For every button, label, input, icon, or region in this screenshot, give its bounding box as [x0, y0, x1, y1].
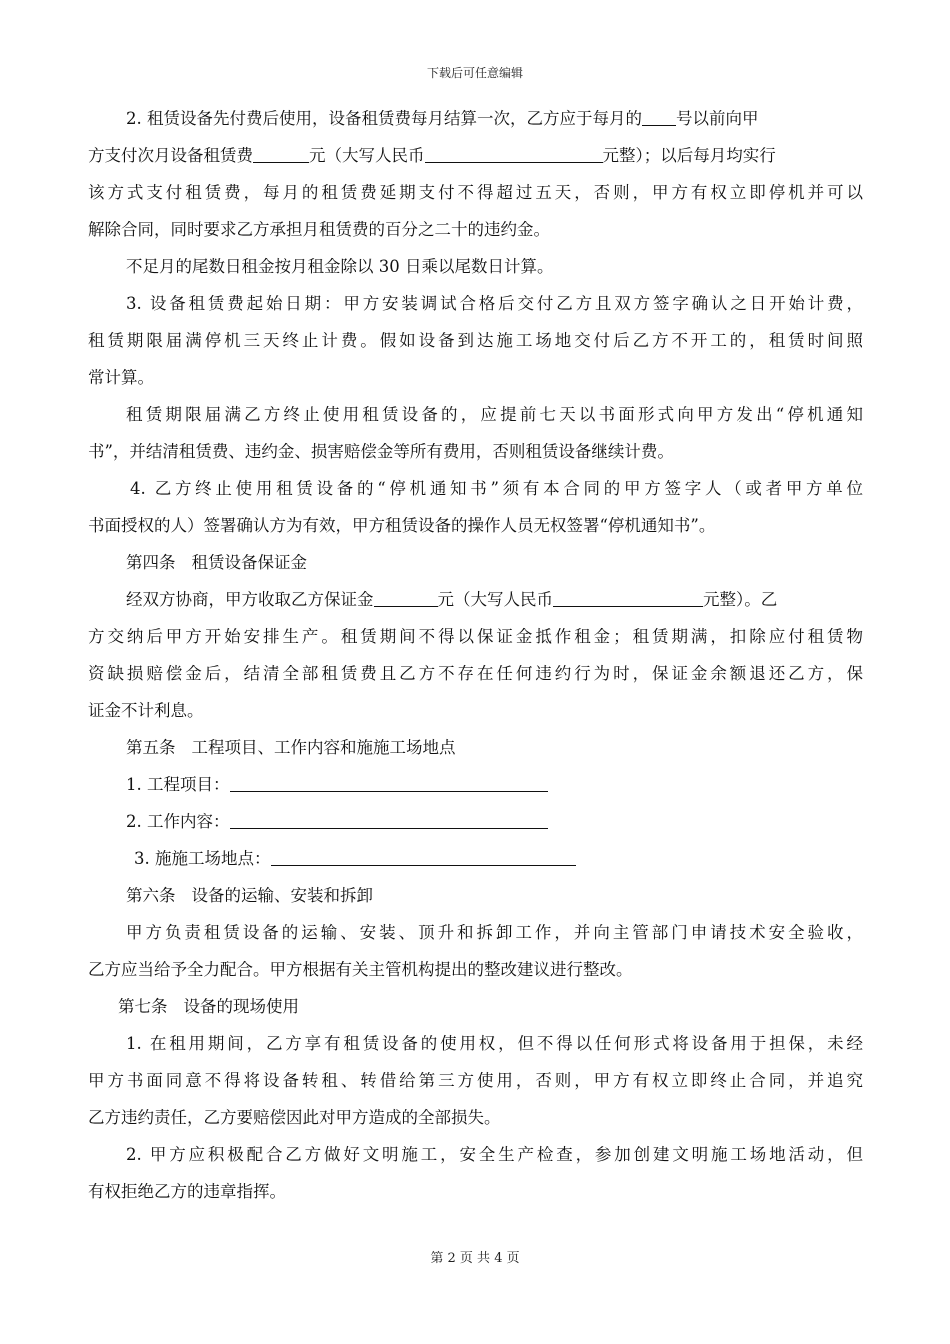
page-footer: 第 2 页 共 4 页 [430, 1251, 520, 1266]
section-heading [88, 544, 863, 581]
paragraph-line: 证金不计利息。 [88, 701, 204, 720]
blank-deposit-capital-field[interactable] [553, 586, 703, 607]
blank-day-field[interactable] [642, 105, 676, 126]
paragraph-line: 书”，并结清租赁费、违约金、损害赔偿金等所有费用，否则租赁设备继续计费。 [88, 442, 674, 461]
paragraph-line: 乙方应当给予全力配合。甲方根据有关主管机构提出的整改建议进行整改。 [88, 960, 633, 979]
paragraph-line: 4. 乙方终止使用租赁设备的“停机通知书”须有本合同的甲方签字人（或者甲方单位 [130, 479, 863, 498]
paragraph-line: 甲方书面同意不得将设备转租、转借给第三方使用，否则，甲方有权立即终止合同，并追究 [88, 1071, 863, 1090]
section-heading [88, 729, 863, 766]
paragraph-line: 方交纳后甲方开始安排生产。租赁期间不得以保证金抵作租金；租赁期满，扣除应付租赁物 [88, 627, 863, 646]
form-line [88, 840, 863, 877]
paragraph-line: 乙方违约责任，乙方要赔偿因此对甲方造成的全部损失。 [88, 1108, 501, 1127]
text: 经双方协商，甲方收取乙方保证金 [126, 590, 374, 609]
article-number: 第五条 [126, 738, 176, 757]
paragraph-line: 书面授权的人）签署确认方为有效，甲方租赁设备的操作人员无权签署“停机通知书”。 [88, 516, 716, 535]
article-number: 第四条 [126, 553, 176, 572]
field-label: 2. 工作内容： [126, 812, 230, 831]
form-line [88, 803, 863, 840]
text: 2. 租赁设备先付费后使用，设备租赁费每月结算一次，乙方应于每月的 [126, 109, 642, 128]
blank-rent-amount-field[interactable] [253, 142, 309, 163]
paragraph-line [88, 137, 863, 174]
article-title: 工程项目、工作内容和施施工场地点 [191, 738, 456, 757]
paragraph-line: 解除合同，同时要求乙方承担月租赁费的百分之二十的违约金。 [88, 220, 550, 239]
paragraph-line [88, 581, 863, 618]
section-heading [88, 988, 863, 1025]
text: 元（大写人民币 [309, 146, 425, 165]
paragraph-line: 2. 甲方应积极配合乙方做好文明施工，安全生产检查，参加创建文明施工场地活动，但 [126, 1145, 863, 1164]
page-header: 下载后可任意编辑 [426, 66, 523, 80]
text: 元整）；以后每月均实行 [602, 146, 776, 165]
project-name-field[interactable] [230, 771, 548, 792]
paragraph-line: 1. 在租用期间，乙方享有租赁设备的使用权，但不得以任何形式将设备用于担保，未经 [126, 1034, 863, 1053]
paragraph-line: 租赁期限届满停机三天终止计费。假如设备到达施工场地交付后乙方不开工的，租赁时间照 [88, 331, 863, 350]
article-number: 第七条 [118, 997, 168, 1016]
paragraph-line [88, 100, 863, 137]
article-number: 第六条 [126, 886, 176, 905]
section-heading [88, 877, 863, 914]
document-body [88, 100, 863, 1210]
paragraph-line: 资缺损赔偿金后，结清全部租赁费且乙方不存在任何违约行为时，保证金余额退还乙方，保 [88, 664, 863, 683]
text: 元（大写人民币 [437, 590, 553, 609]
paragraph-line: 甲方负责租赁设备的运输、安装、顶升和拆卸工作，并向主管部门申请技术安全验收， [126, 923, 863, 942]
paragraph-line: 有权拒绝乙方的违章指挥。 [88, 1182, 286, 1201]
article-title: 租赁设备保证金 [191, 553, 307, 572]
paragraph-line: 常计算。 [88, 368, 154, 387]
work-content-field[interactable] [230, 808, 548, 829]
blank-rent-capital-field[interactable] [425, 142, 603, 163]
text: 方支付次月设备租赁费 [88, 146, 253, 165]
article-title: 设备的现场使用 [183, 997, 299, 1016]
paragraph-line: 租赁期限届满乙方终止使用租赁设备的，应提前七天以书面形式向甲方发出“停机通知 [126, 405, 863, 424]
field-label: 3. 施施工场地点： [134, 849, 271, 868]
form-line [88, 766, 863, 803]
field-label: 1. 工程项目： [126, 775, 230, 794]
blank-deposit-amount-field[interactable] [374, 586, 438, 607]
paragraph-line: 3. 设备租赁费起始日期：甲方安装调试合格后交付乙方且双方签字确认之日开始计费， [126, 294, 863, 313]
paragraph-line: 该方式支付租赁费，每月的租赁费延期支付不得超过五天，否则，甲方有权立即停机并可以 [88, 183, 863, 202]
text: 元整）。乙 [703, 590, 778, 609]
text: 号以前向甲 [676, 109, 759, 128]
paragraph-line: 不足月的尾数日租金按月租金除以 30 日乘以尾数日计算。 [126, 257, 554, 276]
site-location-field[interactable] [271, 845, 576, 866]
article-title: 设备的运输、安装和拆卸 [191, 886, 373, 905]
